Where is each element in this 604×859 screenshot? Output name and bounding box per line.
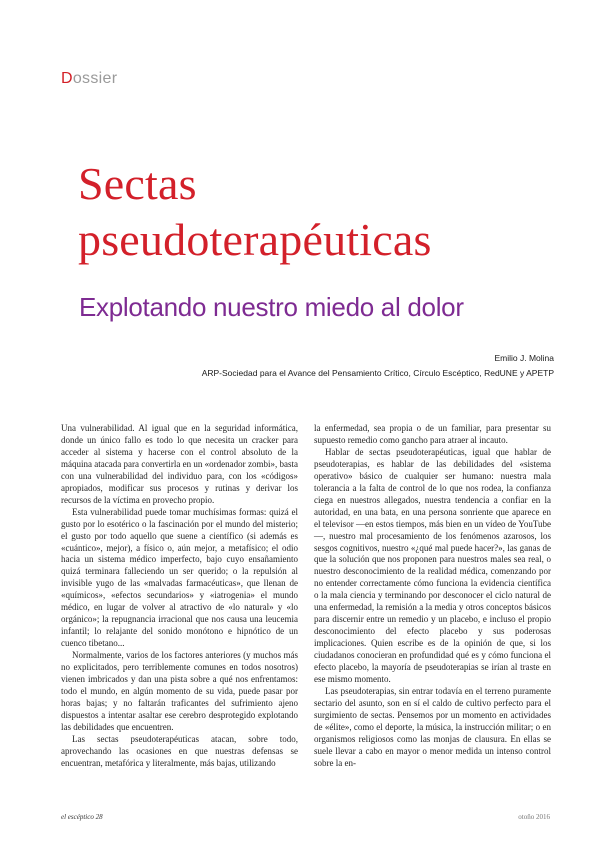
body-paragraph: Las pseudoterapias, sin entrar todavía en el terreno puramente sectario del asunto, son en sí el caldo de cultivo perfecto para el surgimiento de sectas. Pensemos por un momento en actividades de «élite», como el deporte, la música, la instrucción militar; o en organismos religiosos como las monjas de clausura. En ellas se suele llevar a cabo en mayor o menor medida un intenso control sobre la en-: [314, 685, 551, 768]
article-title-line-2: pseudoterapéuticas: [78, 214, 432, 265]
footer-date: otoño 2016: [518, 813, 550, 821]
section-label-initial: D: [61, 70, 73, 87]
body-column-left: [61, 423, 298, 770]
body-paragraph: Una vulnerabilidad. Al igual que en la seguridad informática, donde un único fallo es todo lo que necesita un cracker para acceder al sistema y hacerse con el control absoluto de la máquina atacada para convertirla en un «ordenador zombi», basta con una vulnerabilidad del individuo para, con los «códigos» apropiados, modificar sus procesos y rutinas y derivar los recursos de la víctima en provecho propio.: [61, 423, 298, 505]
body-paragraph: la enfermedad, sea propia o de un familiar, para presentar su supuesto remedio como gancho para atraer al incauto.: [314, 423, 551, 445]
section-label-rest: ossier: [72, 70, 118, 87]
footer-page-number: 28: [95, 813, 103, 821]
article-title: [78, 156, 432, 268]
author-block: [202, 351, 554, 381]
article-title-line-1: Sectas: [78, 158, 197, 209]
author-affiliation: ARP-Sociedad para el Avance del Pensamiento Crítico, Círculo Escéptico, RedUNE y APETP: [201, 368, 554, 378]
footer-magazine-name: el escéptico: [61, 813, 94, 821]
body-paragraph: Hablar de sectas pseudoterapéuticas, igual que hablar de pseudoterapias, es hablar de las debilidades del «sistema operativo» básico de cualquier ser humano: nuestra mala tolerancia a la falta de control de lo que nos rodea, la confianza ciega en nuestros allegados, nuestra tendencia a confiar en la autoridad, en una bata, en una persona sonriente que aparece en el televisor —en estos tiempos, más bien en un vídeo de YouTube—, nuestro mal procesamiento de los fenómenos azarosos, los sesgos cognitivos, nuestro «¿qué mal puede hacer?», las ganas de que la solución que nos proponen para nuestros males sea real, o nuestro desconocimiento de la realidad médica, comenzando por no entender correctamente cómo funciona la evidencia científica o la mala ciencia y terminando por desconocer el ciclo natural de una enfermedad, la remisión a la media y otros conceptos básicos para discernir entre un remedio y un placebo, e incluso el propio desconocimiento del efecto placebo y sus poderosas implicaciones. Quien escribe es de la opinión de que, si los ciudadanos conocieran en profundidad qué es y cómo funciona el efecto placebo, la mayoría de pseudoterapias se irían al traste en ese mismo momento.: [314, 446, 551, 685]
article-subtitle: Explotando nuestro miedo al dolor: [79, 292, 464, 322]
section-label: [61, 70, 117, 88]
footer-magazine: [61, 813, 103, 821]
body-paragraph: Normalmente, varios de los factores anteriores (y muchos más no explicitados, pero terriblemente comunes en todos nosotros) vienen imbricados y dan una pista sobre a qué nos enfrentamos: todo el mundo, en algún momento de su vida, puede pasar por horas bajas; y no faltarán traficantes del sufrimiento ajeno dispuestos a intentar asaltar ese cerebro desprotegido explotando las debilidades que encuentren.: [61, 650, 298, 732]
body-paragraph: Esta vulnerabilidad puede tomar muchísimas formas: quizá el gusto por lo esotérico o la fascinación por el mundo del misterio; el gusto por todo aquello que suene a científico (si además es «cuántico», mejor), a físico o, aún mejor, a metafísico; el odio hacia un sistema médico imperfecto, bajo cuyo ensañamiento quizá terminara falleciendo un ser querido; o la repulsión al invisible yugo de las «malvadas farmacéuticas», que llenan de «químicos», «efectos secundarios» y «iatrogenia» el mundo médico, en lugar de volver al atractivo de «lo natural» y «lo orgánico»; la repugnancia irracional que nos causa una leucemia infantil; lo relajante del sonido monótono e hipnótico de un cuenco tibetano...: [61, 506, 298, 649]
author-name: Emilio J. Molina: [494, 353, 554, 363]
body-paragraph: Las sectas pseudoterapéuticas atacan, sobre todo, aprovechando las ocasiones en que nuestras defensas se encuentran, metafórica y literalmente, más bajas, utilizando: [61, 733, 298, 768]
body-column-right: [314, 423, 551, 770]
